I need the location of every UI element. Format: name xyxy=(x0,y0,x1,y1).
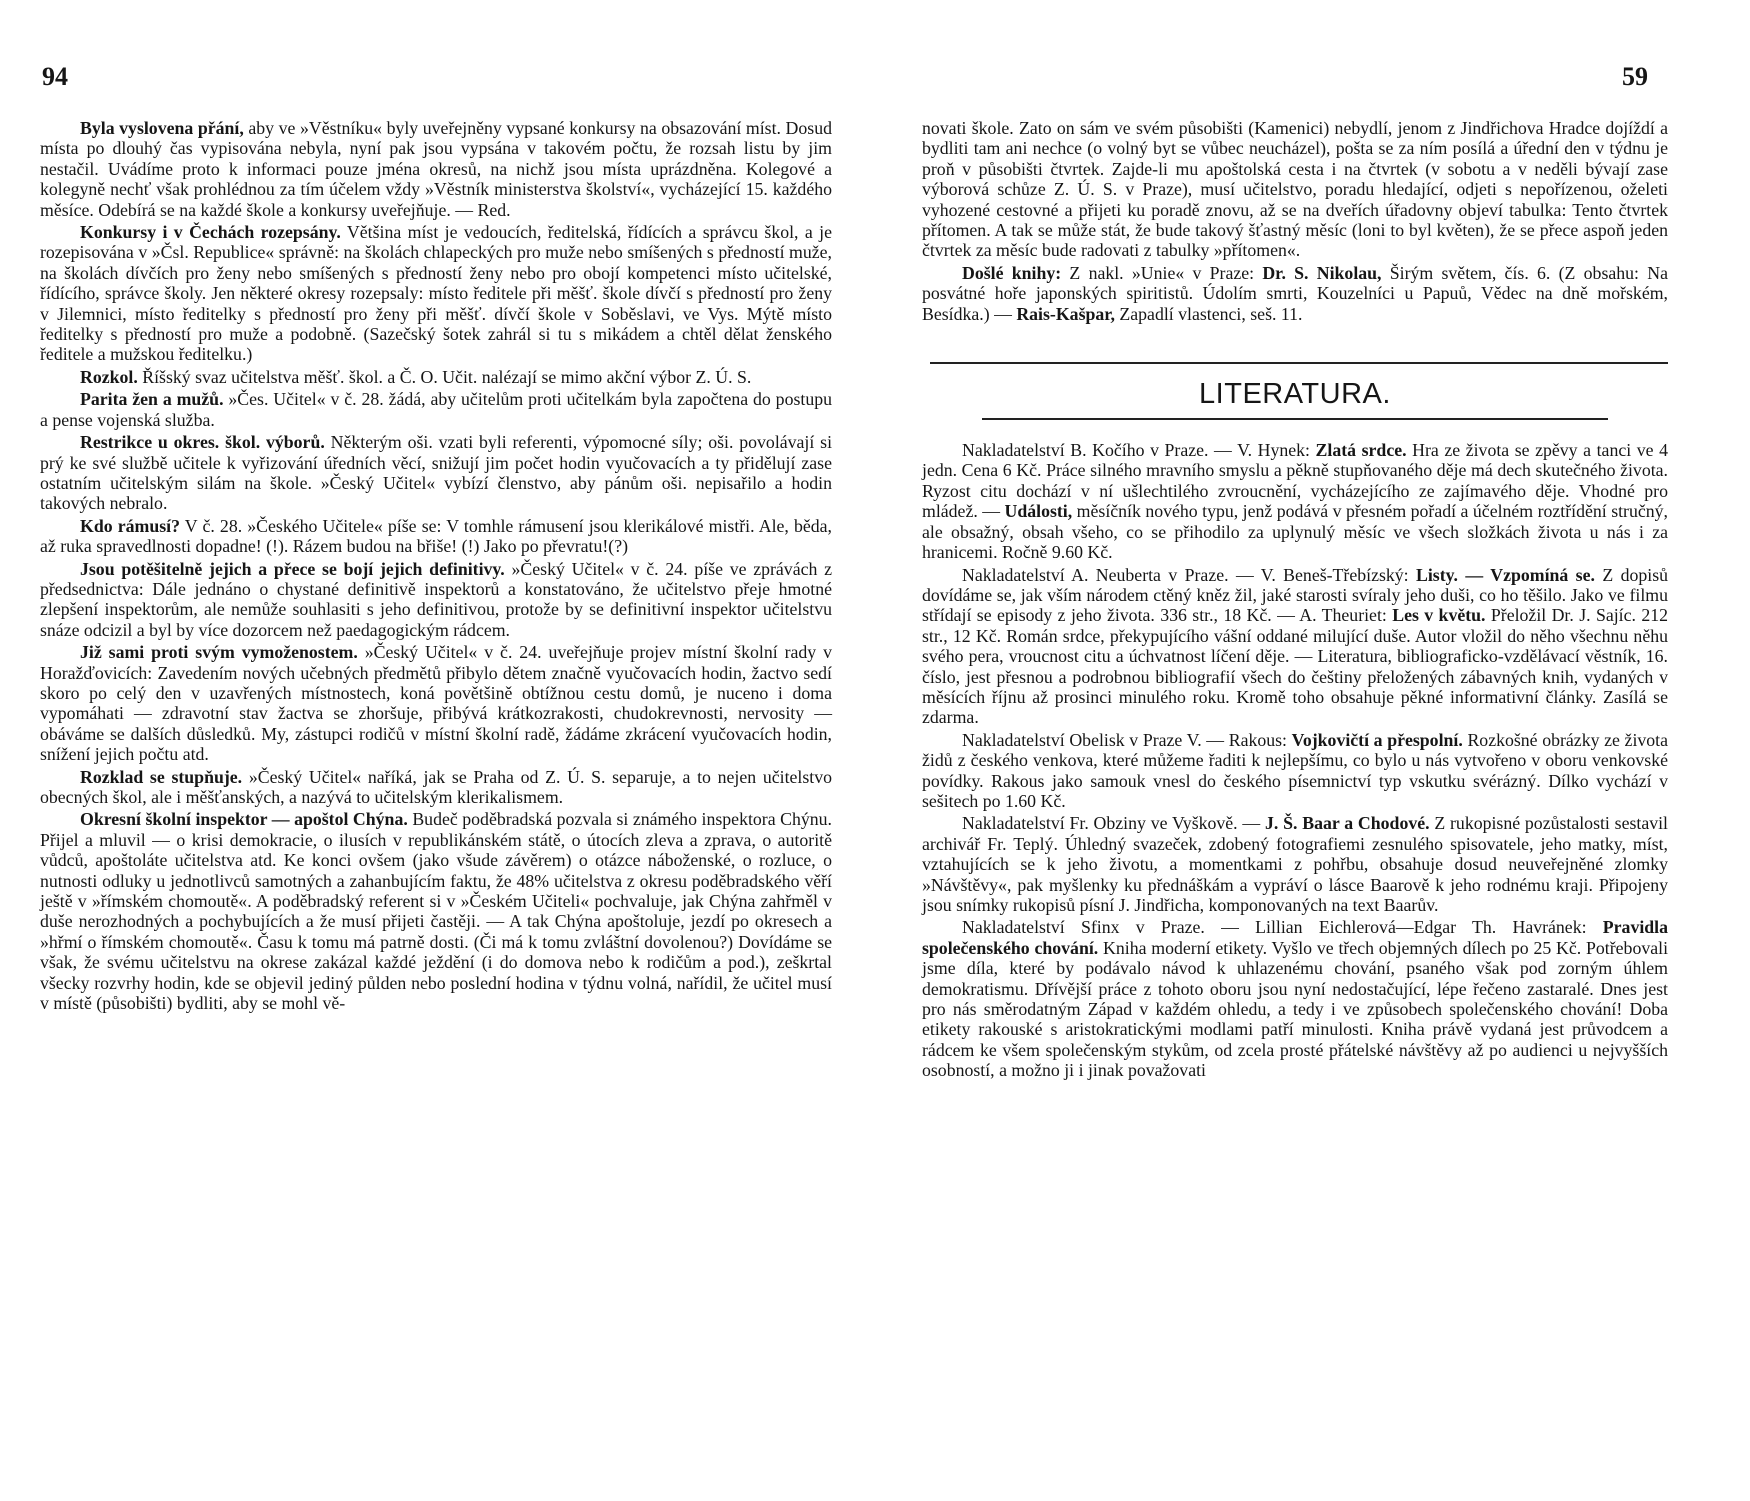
paragraph-lead: Jsou potěšitelně jejich a přece se bojí jejich definitivy. xyxy=(80,558,505,579)
paragraph-lead: Již sami proti svým vymoženostem. xyxy=(80,642,358,663)
right-page-number: 59 xyxy=(1622,62,1648,91)
paragraph-vymozenostem xyxy=(40,642,832,764)
book-title: Les v květu. xyxy=(1392,605,1486,626)
paragraph-text: Některým oši. vzati byli referenti, výpomocné síly; oši. povolávají si prý ke své službě učitele k vyřizování úředních věcí, snižují jim počet hodin vyučovacích a ty přidělují zase ostatním učitelským silám na škole. »Český Učitel« vybízí členstvo, aby pánům oši. nepisařilo a hodin takových nebralo. xyxy=(40,432,833,514)
paragraph-inspektor-chyna xyxy=(40,809,832,1013)
paragraph-text: Většina míst je vedoucích, ředitelská, řídících a správcu škol, a je rozepisována v »Čsl. Republice« správně: na školách chlapeckých pro muže nebo smíšených s předností muže, na školách dívčích pro ženy nebo smíšených s předností ženy nebo pro obojí kompetenci místo učitelské, řídícího, správce školy. Jen některé okresy rozepsaly: místo ředitele při měšť. škole dívčí s předností pro ženy v Jilemnici, místo ředitelky s předností pro ženy při měšť. dívčí škole v Soběslavi, ve Vys. Mýtě místo ředitelky s předností pro muže a podobně. (Sazečský šotek zahrál si tu s mikádem a chtěl dělat ženského ředitele a mužskou ředitelku.) xyxy=(40,222,832,365)
paragraph-text: V č. 28. »Českého Učitele« píše se: V tomhle rámusení jsou klerikálové mistři. Ale, běda, až ruka spravedlnosti dopadne! (!). Rázem budou na břiše! (!) Jako po převratu!(?) xyxy=(40,515,832,557)
review-neubert xyxy=(922,565,1668,728)
paragraph-text: Širým světem, čís. 6. (Z obsahu: Na posvátné hoře japonských spiritistů. Údolím smrti, Kouzelníci u Papuů, Vědec na dně mořském, Besídka.) — xyxy=(922,262,1668,324)
review-text: Z rukopisné pozůstalosti sestavil archivář Fr. Teplý. Úhledný svazeček, zdobený fotografiemi zesnulého spisovatele, jeho matky, míst, vztahujících se k jeho životu, a momentkami z pohřbu, obsahuje dosud neuveřejněné zlomky »Návštěvy«, pak myšlenky ku přednáškám a vypráví o lásce Baarově k jeho rodnému kraji. Připojeny jsou snímky rukopisů písní J. Jindřicha, komponovaných na text Baarův. xyxy=(922,813,1668,915)
paragraph-text: Z nakl. »Unie« v Praze: xyxy=(1061,262,1263,283)
review-koci xyxy=(922,440,1668,562)
review-publisher: Nakladatelství A. Neuberta v Praze. — V. Beneš-Třebízský: xyxy=(962,564,1416,585)
paragraph-text: »Čes. Učitel« v č. 28. žádá, aby učitelům proti učitelkám byla započtena do postupu a pense vojenská služba. xyxy=(40,389,832,430)
paragraph-konkursy xyxy=(40,222,832,365)
paragraph-text: aby ve »Věstníku« byly uveřejněny vypsané konkursy na obsazování míst. Dosud místa po dlouhý čas vypisována nebyla, nyní pak jsou vypsána v takovém počtu, že rozsah listu by jim nestačil. Uvádíme proto k informaci pouze jména okresů, na nichž jsou místa uprázdněna. Kolegové a kolegyně nechť však prohlédnou za tím účelem vždy »Věstník ministerstva školství«, vycházející 15. každého měsíce. Odebírá se na každé škole a konkursy uveřejňuje. — Red. xyxy=(40,118,832,220)
paragraph-lead: Parita žen a mužů. xyxy=(80,389,224,410)
continuation-paragraph: novati škole. Zato on sám ve svém působišti (Kamenici) nebydlí, jenom z Jindřichova Hradce dojíždí a bydliti tam ani nechce (o volný byt se vůbec neucházel), pošta se za ním posílá a úřední den v týdnu je proň v působišti čtvrtek. Zajde-li mu apoštolská cesta i na čtvrtek (v sobotu a v neděli bývají zase výborová schůze Z. Ú. S. v Praze), musí učitelstvo, poradu hledající, odjeti s nepořízenou, oželeti vyhozené cestovné a přijeti ku poradě znovu, až se na dveřích úřadovny objeví tabulka: Tento čtvrtek přítomen. A tak se může stát, že bude takový šťastný měsíc (loni to byl květen), že se přece aspoň jeden čtvrtek za měsíc bude radovati z tabulky »přítomen«. xyxy=(922,118,1668,261)
review-text: měsíčník nového typu, jenž podává v přesném pořadí a účelném roztřídění stručný, ale obsažný, obsah všeho, co se přihodilo za uplynulý měsíc ve všech složkách života u nás i za hranicemi. Ročně 9.60 Kč. xyxy=(922,501,1668,563)
paragraph-lead: Rozklad se stupňuje. xyxy=(80,766,243,787)
section-rule-top xyxy=(930,362,1668,364)
review-text: Z dopisů dovídáme se, jak vším národem ctěný kněz žil, jaké starosti svíraly jeho duši, co ho těšilo. Jako ve filmu střídají se episody z jeho života. 336 str., 18 Kč. — A. Theuriet: xyxy=(922,564,1669,626)
review-publisher: Nakladatelství Sfinx v Praze. — Lillian Eichlerová—Edgar Th. Havránek: xyxy=(962,917,1603,938)
review-publisher: Nakladatelství B. Kočího v Praze. — V. Hynek: xyxy=(962,440,1316,461)
review-text: Kniha moderní etikety. Vyšlo ve třech objemných dílech po 25 Kč. Potřebovali jsme díla, které by podávalo návod k uhlazenému chování, psaného však pod zorným úhlem demokratismu. Dřívější práce z tohoto oboru jsou nyní nedostačující, lépe řečeno zastaralé. Dnes jest pro nás směrodatným Západ v každém ohledu, a tedy i ve způsobech společenského chování! Doba etikety rakouské s aristokratickými modlami patří minulosti. Kniha právě vydaná jest průvodcem a rádcem ke všem společenským stykům, od zcela prosté přátelské návštěvy až po audienci u nejvyšších osobností, a možno ji i jinak považovati xyxy=(922,937,1669,1081)
paragraph-rozkol xyxy=(40,367,832,387)
paragraph-lead: Restrikce u okres. škol. výborů. xyxy=(80,432,325,453)
section-rule-bottom xyxy=(982,418,1608,420)
review-text: Hra ze života se zpěvy a tanci ve 4 jedn. Cena 6 Kč. Práce silného mravního smyslu a pěkně stupňovaného děje má dech skutečného života. Ryzost citu dochází v ní ušlechtilého zvroucnění, vycházejícího ze zajímavého děje. Vhodné pro mládež. — xyxy=(922,440,1668,522)
paragraph-lead: Došlé knihy: xyxy=(962,262,1062,283)
book-title: Vojkovičtí a přespolní. xyxy=(1291,729,1463,750)
left-page-column xyxy=(40,118,832,1015)
review-publisher: Nakladatelství Obelisk v Praze V. — Rakous: xyxy=(962,729,1292,750)
review-text: Přeložil Dr. J. Sajíc. 212 str., 12 Kč. Román srdce, překypujícího vášní oddané milující duše. Autor vložil do něho všechnu něhu svého pera, vroucnost citu a úchvatnost líčení děje. — Literatura, bibliograficko-vzdělávací věstník, 16. číslo, jest přesnou a podrobnou bibliografií všech do češtiny přeložených zábavných knih, vydaných v měsících říjnu až prosinci minulého roku. Kromě toho obsahuje pěkné informativní články. Zasílá se zdarma. xyxy=(922,605,1669,728)
paragraph-text: Říšský svaz učitelstva měšť. škol. a Č. O. Učit. nalézají se mimo akční výbor Z. Ú. S. xyxy=(137,366,752,387)
paragraph-lead: Okresní školní inspektor — apoštol Chýna. xyxy=(80,809,408,830)
book-title: Události, xyxy=(1004,501,1073,522)
paragraph-lead: Rozkol. xyxy=(80,366,138,387)
paragraph-kdo-ramusi xyxy=(40,516,832,557)
author-name: Rais-Kašpar, xyxy=(1016,303,1115,324)
paragraph-text: »Český Učitel« v č. 24. uveřejňuje projev místní školní rady v Horažďovicích: Zavedením nových učebných předmětů přibylo dětem značně vyučovacích hodin, žactvo sedí skoro po celý den v uzavřených místnostech, koná povětšině obtížnou cestu domů, je nuceno i doma vypomáhati — zdravotní stav žactva se zhoršuje, přibývá krátkozrakosti, chudokrevnosti, nervosity — obáváme se dalších důsledků. My, zástupci rodičů v místní školní radě, žádáme zkrácení vyučovacích hodin, snížení jejich počtu atd. xyxy=(40,642,832,765)
paragraph-rozklad xyxy=(40,767,832,808)
book-title: J. Š. Baar a Chodové. xyxy=(1265,813,1430,834)
review-sfinx xyxy=(922,917,1668,1080)
paragraph-vyslovena-prani xyxy=(40,118,832,220)
left-page-number: 94 xyxy=(42,62,68,91)
paragraph-parita xyxy=(40,389,832,430)
book-title: Listy. — Vzpomíná se. xyxy=(1416,564,1595,585)
section-heading: LITERATURA. xyxy=(1199,378,1391,411)
right-page-column xyxy=(922,118,1668,1083)
paragraph-lead: Kdo rámusí? xyxy=(80,515,180,536)
paragraph-text: »Český Učitel« naříká, jak se Praha od Z. Ú. S. separuje, a to nejen učitelstvo obecných škol, ale i měšťanských, a nazývá to učitelským klerikalismem. xyxy=(40,766,832,807)
paragraph-text: »Český Učitel« v č. 24. píše ve zprávách z předsednictva: Dále jednáno o chystané definitivě inspektorů a konstatováno, že učitelstvo přeje hmotné zlepšení inspektorům, ale nemůže souhlasiti s jeho definitivou, protože by se definitivní inspektor učitelstvu snáze odcizil a byl by více dozorcem než paedagogickým rádcem. xyxy=(40,558,833,640)
paragraph-text: Zapadlí vlastenci, seš. 11. xyxy=(1114,303,1303,324)
received-books-paragraph xyxy=(922,263,1668,324)
review-obzina xyxy=(922,813,1668,915)
paragraph-text: Budeč poděbradská pozvala si známého inspektora Chýnu. Přijel a mluvil — o krisi demokracie, o ilusích v republikánském státě, o útocích zleva a zprava, o autoritě vůdců, apoštoláte učitelstva atd. Ke konci ovšem (jako všude závěrem) o otázce náboženské, o rozluce, o nutnosti odluky u jednotlivců samotných a zahanbujícím faktu, že 48% učitelstva z okresu poděbradského věří ještě v »římském chomoutě«. A poděbradský referent si v »Českém Učiteli« pochvaluje, jak Chýna zahřměl v duše nerozhodných a pochybujících a že musí přijeti častěji. — A tak Chýna apoštoluje, jezdí po okresech a »hřmí o římském chomoutě«. Času k tomu má patrně dosti. (Či má k tomu zvláštní dovolenou?) Dovídáme se však, že svému učitelstvu na okrese zakázal každé ježdění (i do domova nebo k rodičům a pod.), zeškrtal všecky rozvrhy hodin, kde se objevil jediný půlden nebo poslední hodina v týdnu volná, nařídil, že učitel musí v místě (působišti) bydliti, aby se mohl vě- xyxy=(40,809,833,1014)
paragraph-restrikce xyxy=(40,432,832,514)
literatura-section xyxy=(922,362,1668,1081)
review-obelisk xyxy=(922,730,1668,812)
book-title: Zlatá srdce. xyxy=(1315,440,1407,461)
author-name: Dr. S. Nikolau, xyxy=(1262,262,1382,283)
review-text: Rozkošné obrázky ze života židů z českého venkova, které můžeme řaditi k nejlepšímu, co bylo u nás vytvořeno v oboru venkovské povídky. Rakous jako samouk vnesl do českého písemnictví typ vskutku svérázný. Dílko vychází v sešitech po 1.60 Kč. xyxy=(922,729,1668,811)
paragraph-lead: Konkursy i v Čechách rozepsány. xyxy=(80,222,341,243)
review-publisher: Nakladatelství Fr. Obziny ve Vyškově. — xyxy=(962,813,1265,834)
paragraph-definitivy xyxy=(40,559,832,641)
book-title: Pravidla společenského chování. xyxy=(922,917,1668,958)
paragraph-lead: Byla vyslovena přání, xyxy=(80,118,244,138)
